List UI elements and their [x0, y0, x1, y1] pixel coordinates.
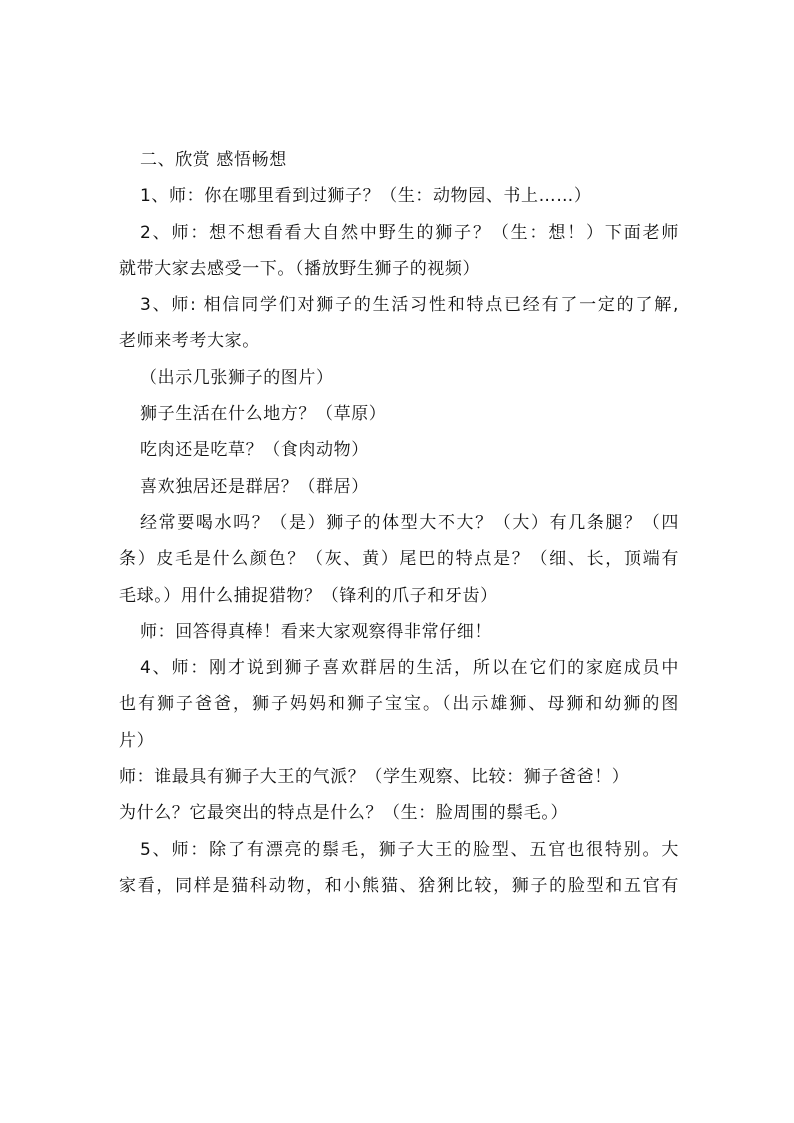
paragraph-line: 狮子生活在什么地方？（草原） — [140, 404, 387, 425]
paragraph-line: 5、师：除了有漂亮的鬃毛，狮子大王的脸型、五官也很特别。大 — [140, 839, 679, 860]
section-heading: 二、欣赏 感悟畅想 — [140, 150, 287, 170]
paragraph-line: 条）皮毛是什么颜色？（灰、黄）尾巴的特点是？（细、长，顶端有 — [119, 549, 679, 570]
paragraph-line: 4、师：刚才说到狮子喜欢群居的生活，所以在它们的家庭成员中 — [140, 658, 679, 679]
paragraph-line: 为什么？它最突出的特点是什么？（生：脸周围的鬃毛。） — [119, 803, 569, 824]
paragraph-line: （出示几张狮子的图片） — [140, 367, 334, 388]
paragraph-line: 喜欢独居还是群居？（群居） — [140, 476, 369, 497]
paragraph-line: 师：回答得真棒！看来大家观察得非常仔细！ — [140, 621, 492, 642]
paragraph-line: 片） — [119, 730, 155, 751]
paragraph-line: 经常要喝水吗？（是）狮子的体型大不大？（大）有几条腿？（四 — [140, 512, 679, 533]
paragraph-line: 老师来考考大家。 — [119, 331, 260, 352]
paragraph-line: 1、师：你在哪里看到过狮子？（生：动物园、书上……） — [140, 186, 592, 207]
paragraph-line: 就带大家去感受一下。（播放野生狮子的视频） — [119, 258, 481, 279]
paragraph-line: 也有狮子爸爸，狮子妈妈和狮子宝宝。（出示雄狮、母狮和幼狮的图 — [119, 694, 679, 715]
paragraph-line: 吃肉还是吃草？（食肉动物） — [140, 440, 369, 461]
paragraph-line: 家看，同样是猫科动物，和小熊猫、猞猁比较，狮子的脸型和五官有 — [119, 875, 679, 896]
paragraph-line: 毛球。）用什么捕捉猎物？（锋利的爪子和牙齿） — [119, 585, 498, 606]
paragraph-line: 师：谁最具有狮子大王的气派？（学生观察、比较：狮子爸爸！） — [119, 767, 630, 788]
paragraph-line: 3、师: 相信同学们对狮子的生活习性和特点已经有了一定的了解, — [140, 295, 679, 316]
document-body — [119, 142, 679, 904]
paragraph-line: 2、师：想不想看看大自然中野生的狮子？（生：想！）下面老师 — [140, 222, 679, 243]
